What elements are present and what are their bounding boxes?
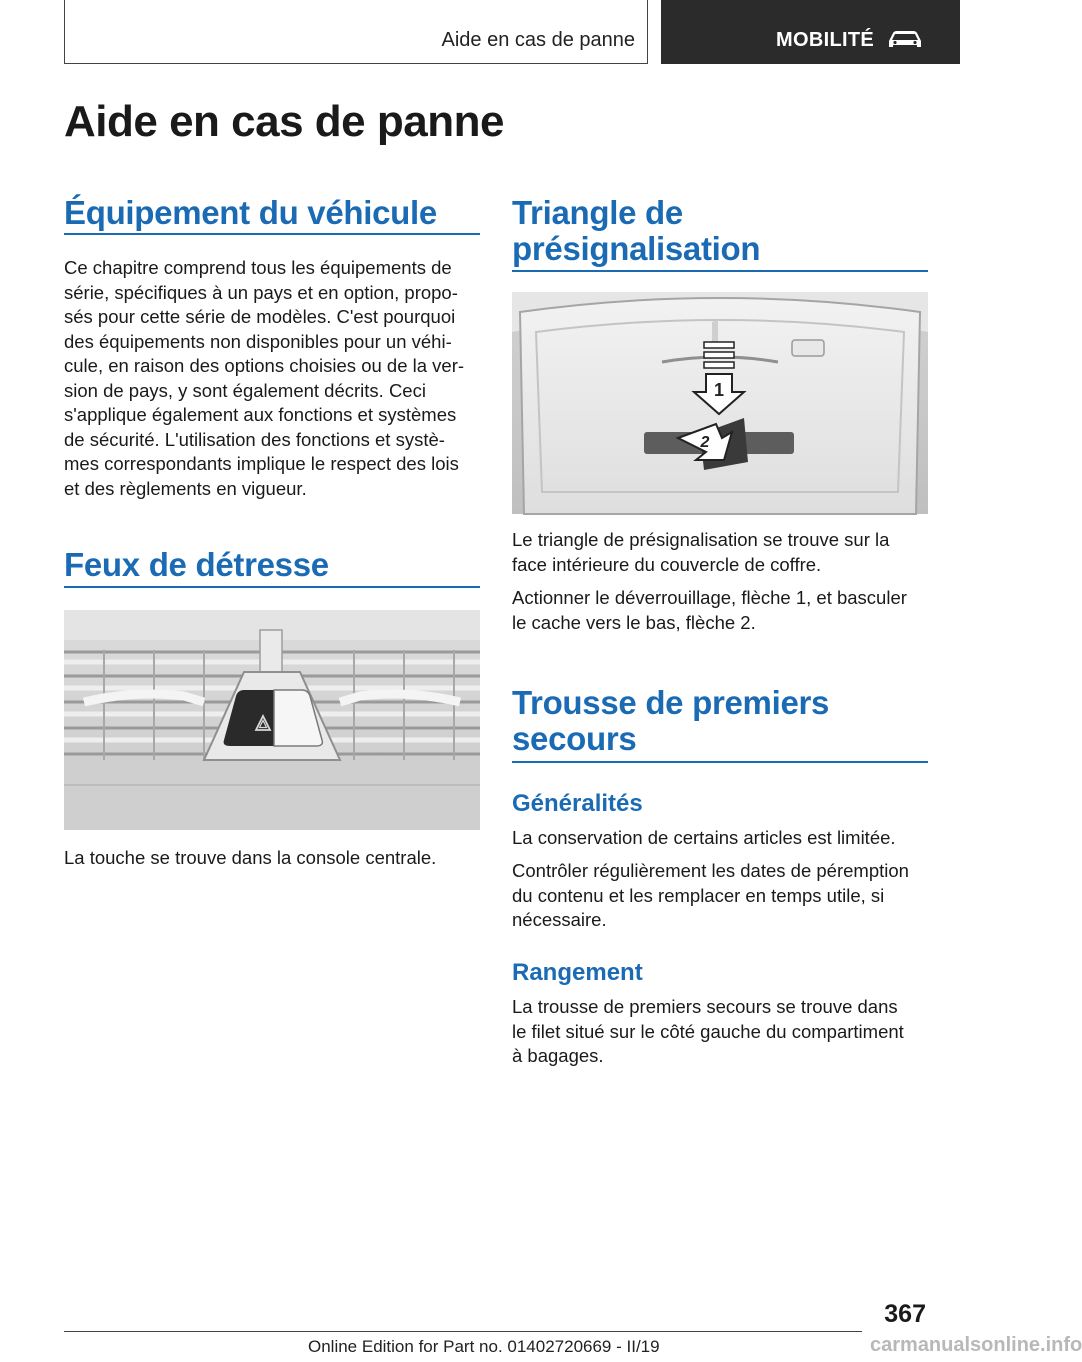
trunk-lid-image — [512, 292, 928, 514]
first-aid-heading: Trousse de premiers secours — [512, 684, 830, 757]
page-title: Aide en cas de panne — [64, 97, 504, 146]
equipment-paragraph: Ce chapitre comprend tous les équipements de série, spécifiques à un pays et en option, propo‐ sés pour cette série de modèles. C'est pourquoi des équipements non disponibles pour un véhi‐ cule, en raison des options choisies ou de la ver‐ sion de pays, y sont également décrits. Ceci s'applique également aux fonctions et systèmes de sécurité. L'utilisation des fonctions et systè‐ mes correspondants implique le respect des lois et des règlements en vigueur. — [64, 257, 465, 499]
header-category-label: MOBILITÉ — [776, 29, 874, 51]
svg-text:1: 1 — [713, 380, 725, 400]
triangle-action-paragraph: Actionner le déverrouillage, flèche 1, et basculer le cache vers le bas, flèche 2. — [512, 587, 907, 633]
check-paragraph: Contrôler régulièrement les dates de péremption du contenu et les remplacer en temps utile, si nécessaire. — [512, 860, 909, 930]
car-icon — [886, 28, 924, 50]
general-paragraph: La conservation de certains articles est limitée. — [512, 827, 896, 848]
footer-rule — [64, 1331, 862, 1332]
svg-text:2: 2 — [700, 434, 710, 451]
hazard-heading: Feux de détresse — [64, 546, 329, 583]
storage-paragraph: La trousse de premiers secours se trouve dans le filet situé sur le côté gauche du compartiment à bagages. — [512, 996, 904, 1066]
storage-subheading: Rangement — [512, 959, 643, 986]
first-aid-heading-rule — [512, 761, 928, 763]
equipment-heading: Équipement du véhicule — [64, 194, 437, 231]
triangle-heading: Triangle de présignalisation — [512, 194, 761, 267]
hazard-switch-image — [64, 610, 480, 830]
triangle-heading-rule — [512, 270, 928, 272]
hazard-caption: La touche se trouve dans la console centrale. — [64, 847, 437, 868]
header-section-box — [64, 0, 648, 64]
footer-edition: Online Edition for Part no. 01402720669 - II/19 — [308, 1337, 660, 1356]
page-number: 367 — [884, 1300, 926, 1328]
triangle-location-paragraph: Le triangle de présignalisation se trouve sur la face intérieure du couvercle de coffre. — [512, 529, 890, 575]
equipment-heading-rule — [64, 233, 480, 235]
hazard-heading-rule — [64, 586, 480, 588]
header-category-box — [661, 0, 960, 64]
watermark: carmanualsonline.info — [870, 1334, 1082, 1356]
general-subheading: Généralités — [512, 790, 643, 817]
header-section-title: Aide en cas de panne — [441, 29, 635, 51]
